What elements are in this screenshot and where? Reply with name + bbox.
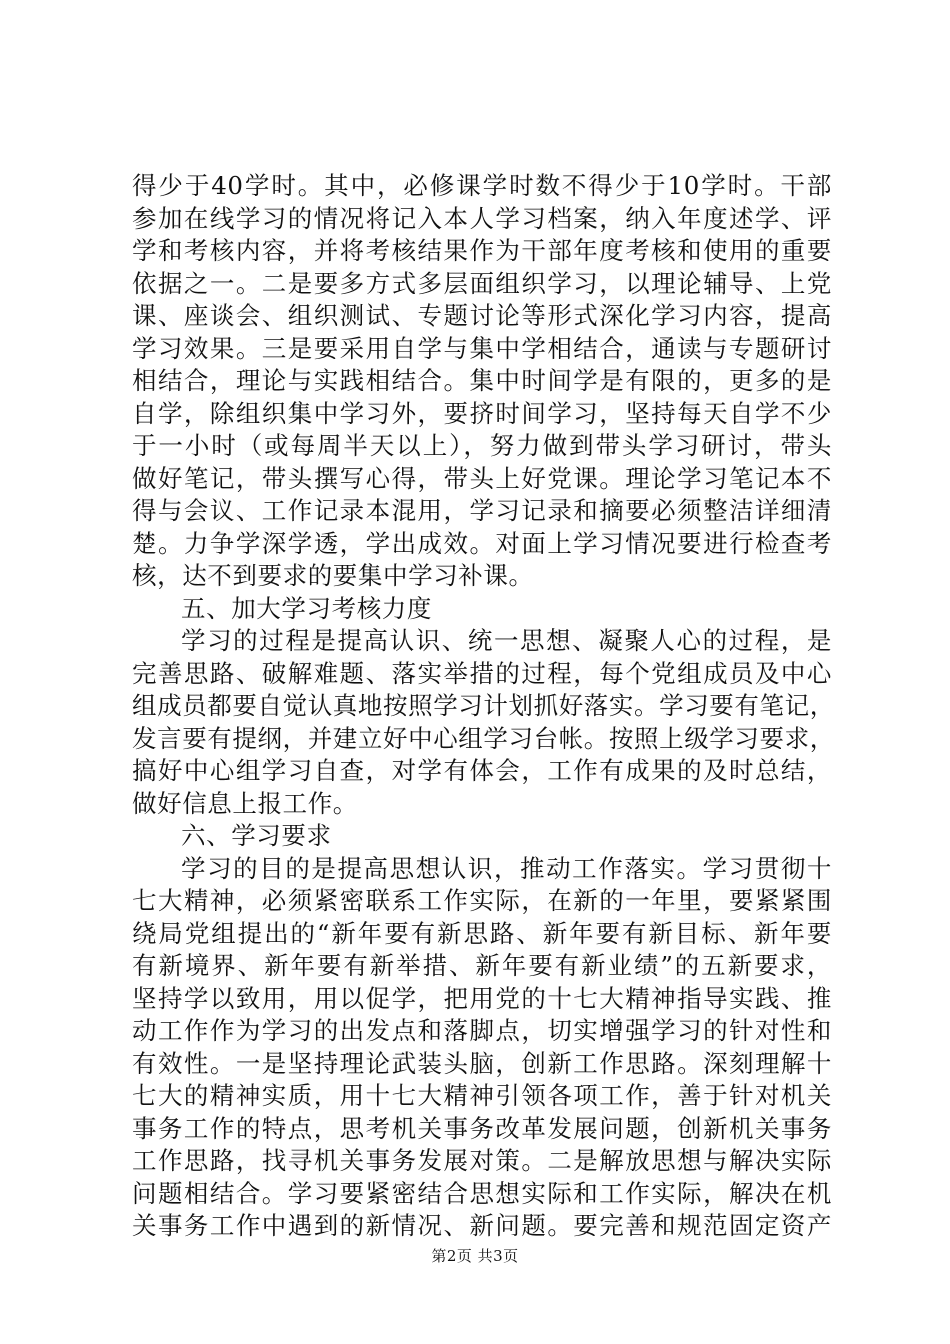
text-line: 学和考核内容，并将考核结果作为干部年度考核和使用的重要 [132,236,832,265]
text-line: 动工作作为学习的出发点和落脚点，切实增强学习的针对性和 [132,1016,832,1045]
paragraph-first-line: 学习的目的是提高思想认识，推动工作落实。学习贯彻十 [181,853,832,883]
text-line: 做好信息上报工作。 [132,788,358,818]
text-line: 做好笔记，带头撰写心得，带头上好党课。理论学习笔记本不 [132,463,832,493]
text-line: 关事务工作中遇到的新情况、新问题。要完善和规范固定资产 [132,1211,832,1240]
text-line: 课、座谈会、组织测试、专题讨论等形式深化学习内容，提高 [132,301,832,330]
section-heading: 五、加大学习考核力度 [181,593,432,623]
text-line: 参加在线学习的情况将记入本人学习档案，纳入年度述学、评 [132,203,832,233]
text-line: 有新境界、新年要有新举措、新年要有新业绩”的五新要求， [132,951,832,980]
text-line: 于一小时（或每周半天以上），努力做到带头学习研讨，带头 [132,431,832,460]
text-line: 组成员都要自觉认真地按照学习计划抓好落实。学习要有笔记， [132,691,835,720]
text-line: 完善思路、破解难题、落实举措的过程，每个党组成员及中心 [132,658,832,688]
text-line: 七大的精神实质，用十七大精神引领各项工作，善于针对机关 [132,1081,832,1110]
text-line: 学习效果。三是要采用自学与集中学相结合，通读与专题研讨 [132,333,832,363]
text-line: 搞好中心组学习自查，对学有体会，工作有成果的及时总结， [132,756,832,785]
text-line: 事务工作的特点，思考机关事务改革发展问题，创新机关事务 [132,1113,832,1143]
text-line: 七大精神，必须紧密联系工作实际，在新的一年里，要紧紧围 [132,886,832,915]
text-line: 工作思路，找寻机关事务发展对策。二是解放思想与解决实际 [132,1146,832,1175]
paragraph-first-line: 学习的过程是提高认识、统一思想、凝聚人心的过程，是 [181,626,832,655]
text-line: 绕局党组提出的“新年要有新思路、新年要有新目标、新年要 [132,918,832,948]
text-line: 得少于40学时。其中，必修课学时数不得少于10学时。干部 [132,171,832,200]
section-heading: 六、学习要求 [181,821,332,850]
text-line: 相结合，理论与实践相结合。集中时间学是有限的，更多的是 [132,366,832,395]
text-line: 自学，除组织集中学习外，要挤时间学习，坚持每天自学不少 [132,398,832,428]
text-line: 核，达不到要求的要集中学习补课。 [132,561,534,590]
body-text [132,170,835,1243]
text-line: 楚。力争学深学透，学出成效。对面上学习情况要进行检查考 [132,528,832,558]
text-line: 发言要有提纲，并建立好中心组学习台帐。按照上级学习要求， [132,723,835,753]
text-line: 依据之一。二是要多方式多层面组织学习，以理论辅导、上党 [132,268,832,298]
text-line: 坚持学以致用，用以促学，把用党的十七大精神指导实践、推 [132,983,832,1013]
text-line: 得与会议、工作记录本混用，学习记录和摘要必须整洁详细清 [132,496,832,525]
text-line: 有效性。一是坚持理论武装头脑，创新工作思路。深刻理解十 [132,1048,832,1078]
page-footer: 第2页 共3页 [431,1247,519,1265]
text-line: 问题相结合。学习要紧密结合思想实际和工作实际，解决在机 [132,1178,832,1208]
